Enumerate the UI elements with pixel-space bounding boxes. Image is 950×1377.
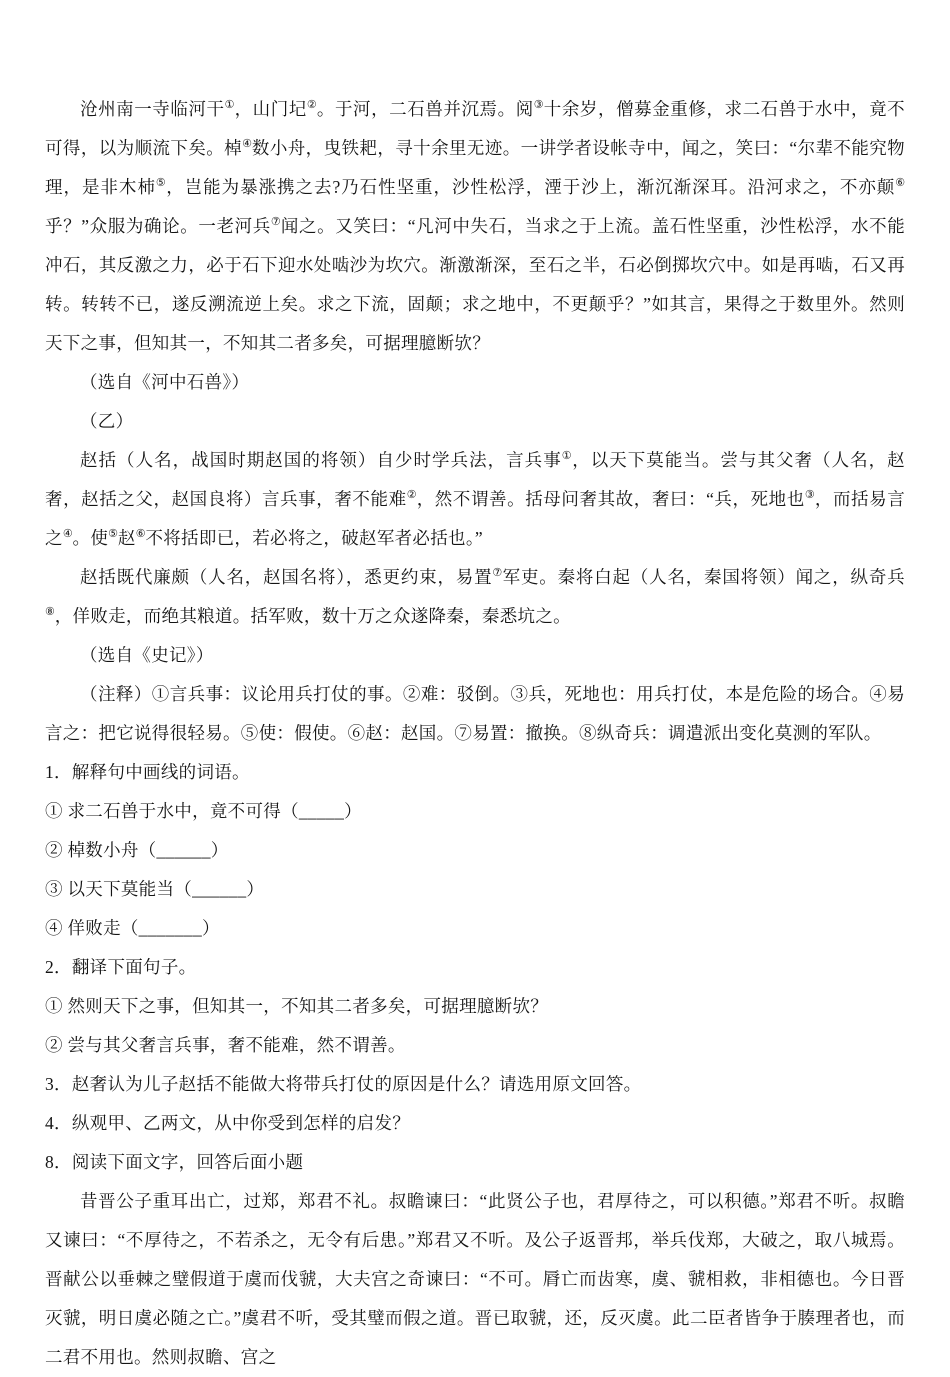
annotations: （注释）①言兵事：议论用兵打仗的事。②难：驳倒。③兵，死地也：用兵打仗，本是危险的场合。④易言之：把它说得很轻易。⑤使：假使。⑥赵：赵国。⑦易置：撤换。⑧纵奇兵：调遣派出变化莫测的军队。 — [45, 684, 905, 743]
question-2-title: 2．翻译下面句子。 — [45, 957, 197, 977]
passage-q8: 昔晋公子重耳出亡，过郑，郑君不礼。叔瞻谏曰：“此贤公子也，君厚待之，可以积德。”郑君不听。叔瞻又谏曰：“不厚待之，不若杀之，无令有后患。”郑君又不听。及公子返晋邦，举兵伐郑，大破之，取八城焉。晋献公以垂棘之璧假道于虞而伐虢，大夫宫之奇谏曰：“不可。脣亡而齿寒，虞、虢相救，非相德也。今日晋灭虢，明日虞必随之亡。”虞君不听，受其璧而假之道。晋已取虢，还，反灭虞。此二臣者皆争于腠理者也，而二君不用也。然则叔瞻、宫之 — [45, 1191, 905, 1367]
question-8-title: 8．阅读下面文字，回答后面小题 — [45, 1152, 304, 1172]
label-yi: （乙） — [80, 411, 134, 431]
question-2-item-2: ② 尝与其父奢言兵事，奢不能难，然不谓善。 — [45, 1035, 406, 1055]
passage-yi-p1: 赵括（人名，战国时期赵国的将领）自少时学兵法，言兵事①，以天下莫能当。尝与其父奢（人名，赵奢，赵括之父，赵国良将）言兵事，奢不能难②，然不谓善。括母问奢其故，奢曰：“兵，死地也③，而括易言之④。使⑤赵⑥不将括即已，若必将之，破赵军者必括也。” — [45, 450, 905, 548]
question-4: 4．纵观甲、乙两文，从中你受到怎样的启发？ — [45, 1113, 411, 1133]
question-3: 3．赵奢认为儿子赵括不能做大将带兵打仗的原因是什么？请选用原文回答。 — [45, 1074, 642, 1094]
question-1-item-1: ① 求二石兽于水中，竟不可得（_____） — [45, 801, 362, 821]
passage-jia: 沧州南一寺临河干①，山门圮②。于河，二石兽并沉焉。阅③十余岁，僧募金重修，求二石兽于水中，竟不可得，以为顺流下矣。棹④数小舟，曳铁耙，寻十余里无迹。一讲学者设帐寺中，闻之，笑曰：“尔辈不能究物理，是非木杮⑤，岂能为暴涨携之去?乃石性坚重，沙性松浮，湮于沙上，渐沉渐深耳。沿河求之，不亦颠⑥乎？”众服为确论。一老河兵⑦闻之。又笑曰：“凡河中失石，当求之于上流。盖石性坚重，沙性松浮，水不能冲石，其反激之力，必于石下迎水处啮沙为坎穴。渐激渐深，至石之半，石必倒掷坎穴中。如是再啮，石又再转。转转不已，遂反溯流逆上矣。求之下流，固颠；求之地中，不更颠乎？”如其言，果得之于数里外。然则天下之事，但知其一，不知其二者多矣，可据理臆断欤？ — [45, 99, 905, 353]
question-1-item-2: ② 棹数小舟（______） — [45, 840, 229, 860]
source-yi: （选自《史记》） — [80, 645, 214, 665]
question-1-item-4: ④ 佯败走（_______） — [45, 918, 220, 938]
passage-yi-p2: 赵括既代廉颇（人名，赵国名将），悉更约束，易置⑦军吏。秦将白起（人名，秦国将领）闻之，纵奇兵⑧，佯败走，而绝其粮道。括军败，数十万之众遂降秦，秦悉坑之。 — [45, 567, 905, 626]
question-1-title: 1．解释句中画线的词语。 — [45, 762, 250, 782]
question-2-item-1: ① 然则天下之事，但知其一，不知其二者多矣，可据理臆断欤？ — [45, 996, 549, 1016]
source-jia: （选自《河中石兽》） — [80, 372, 250, 392]
question-1-item-3: ③ 以天下莫能当（______） — [45, 879, 265, 899]
